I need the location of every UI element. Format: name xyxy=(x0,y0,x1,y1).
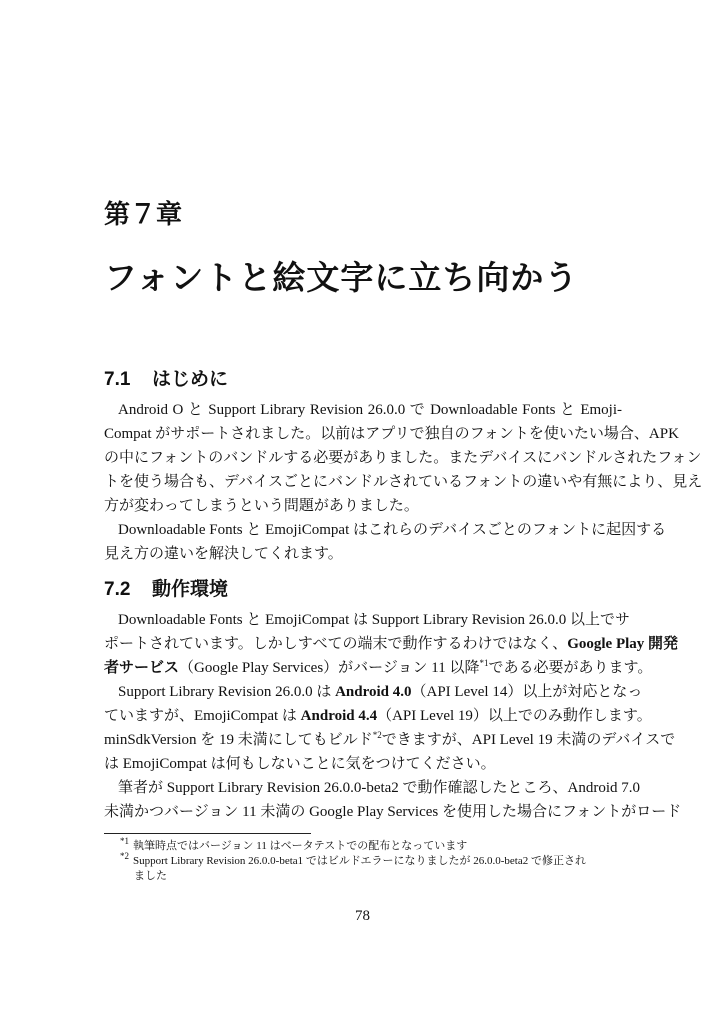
paragraph-line xyxy=(118,776,641,800)
text-run: Android 4.4 xyxy=(300,708,378,724)
paragraph-line xyxy=(104,704,652,728)
text-run: 見え方の違いを解決してくれます。 xyxy=(104,546,343,562)
paragraph-line xyxy=(104,422,679,446)
text-run: （API Level 19）以上でのみ動作します。 xyxy=(377,708,652,724)
paragraph-line xyxy=(118,680,643,704)
paragraph-line xyxy=(104,728,676,752)
text-run: Google Play 開発 xyxy=(567,636,679,652)
paragraph-line xyxy=(104,470,703,494)
text-run: Android 4.0 xyxy=(335,684,412,700)
footnote-text: Support Library Revision 26.0.0-beta1 ではビルドエラーになりましたが 26.0.0-beta2 で修正され xyxy=(133,855,586,867)
paragraph-line xyxy=(104,752,622,776)
paragraph-line xyxy=(104,800,682,824)
paragraph-line xyxy=(104,656,653,680)
footnote-ref: *2 xyxy=(372,730,382,740)
footnote-line xyxy=(120,851,586,869)
footnote-text: 執筆時点ではバージョン 11 はベータテストでの配布となっています xyxy=(133,840,468,852)
paragraph-line xyxy=(104,632,679,656)
paragraph-line xyxy=(104,542,622,566)
footnote-text: ました xyxy=(134,870,167,882)
chapter-title: フォントと絵文字に立ち向かう xyxy=(104,259,579,296)
footnote-mark: *1 xyxy=(120,836,129,847)
text-run: Android O と Support Library Revision 26.0.0 で Downloadable Fonts と Emoji- xyxy=(118,402,622,418)
paragraph-line xyxy=(118,608,631,632)
paragraph-line xyxy=(104,446,702,470)
text-run: Downloadable Fonts と EmojiCompat はこれらのデバイスごとのフォントに起因する xyxy=(118,522,667,538)
text-run: の中にフォントのバンドルする必要がありました。またデバイスにバンドルされたフォン xyxy=(104,450,702,466)
paragraph-line xyxy=(118,518,667,542)
footnote-rule xyxy=(104,833,311,834)
footnote-mark: *2 xyxy=(120,851,129,862)
page-number: 78 xyxy=(355,908,370,924)
text-run: 筆者が Support Library Revision 26.0.0-beta2 で動作確認したところ、Android 7.0 xyxy=(118,780,641,796)
section-title: はじめに xyxy=(152,369,229,390)
text-run: は EmojiCompat は何もしないことに気をつけてください。 xyxy=(104,756,496,772)
text-run: 方が変わってしまうという問題がありました。 xyxy=(104,498,419,514)
text-run: Compat がサポートされました。以前はアプリで独自のフォントを使いたい場合、APK xyxy=(104,426,679,442)
text-run: （Google Play Services）がバージョン 11 以降 xyxy=(179,660,480,676)
text-run: できますが、API Level 19 未満のデバイスで xyxy=(381,732,676,748)
text-run: 者サービス xyxy=(104,660,180,676)
section-title: 動作環境 xyxy=(152,579,229,600)
chapter-number: 第７章 xyxy=(104,199,183,229)
section-heading-7-1 xyxy=(104,364,228,391)
text-run: ていますが、EmojiCompat は xyxy=(104,708,301,724)
text-run: 未満かつバージョン 11 未満の Google Play Services を使用した場合にフォントがロード xyxy=(104,804,682,820)
text-run: トを使う場合も、デバイスごとにバンドルされているフォントの違いや有無により、見え xyxy=(104,474,703,490)
paragraph-line xyxy=(118,398,622,422)
footnote-line xyxy=(120,836,468,854)
section-number: 7.2 xyxy=(104,579,131,600)
text-run: Support Library Revision 26.0.0 は xyxy=(118,684,336,700)
text-run: ポートされています。しかしすべての端末で動作するわけではなく、 xyxy=(104,636,568,652)
text-run: Downloadable Fonts と EmojiCompat は Support Library Revision 26.0.0 以上でサ xyxy=(118,612,631,628)
text-run: minSdkVersion を 19 未満にしてもビルド xyxy=(104,732,373,748)
section-number: 7.1 xyxy=(104,369,131,390)
text-run: （API Level 14）以上が対応となっ xyxy=(411,684,643,700)
section-heading-7-2 xyxy=(104,574,228,601)
footnote-line xyxy=(134,869,167,884)
paragraph-line xyxy=(104,494,622,518)
footnote-ref: *1 xyxy=(479,658,489,668)
text-run: である必要があります。 xyxy=(488,660,653,676)
